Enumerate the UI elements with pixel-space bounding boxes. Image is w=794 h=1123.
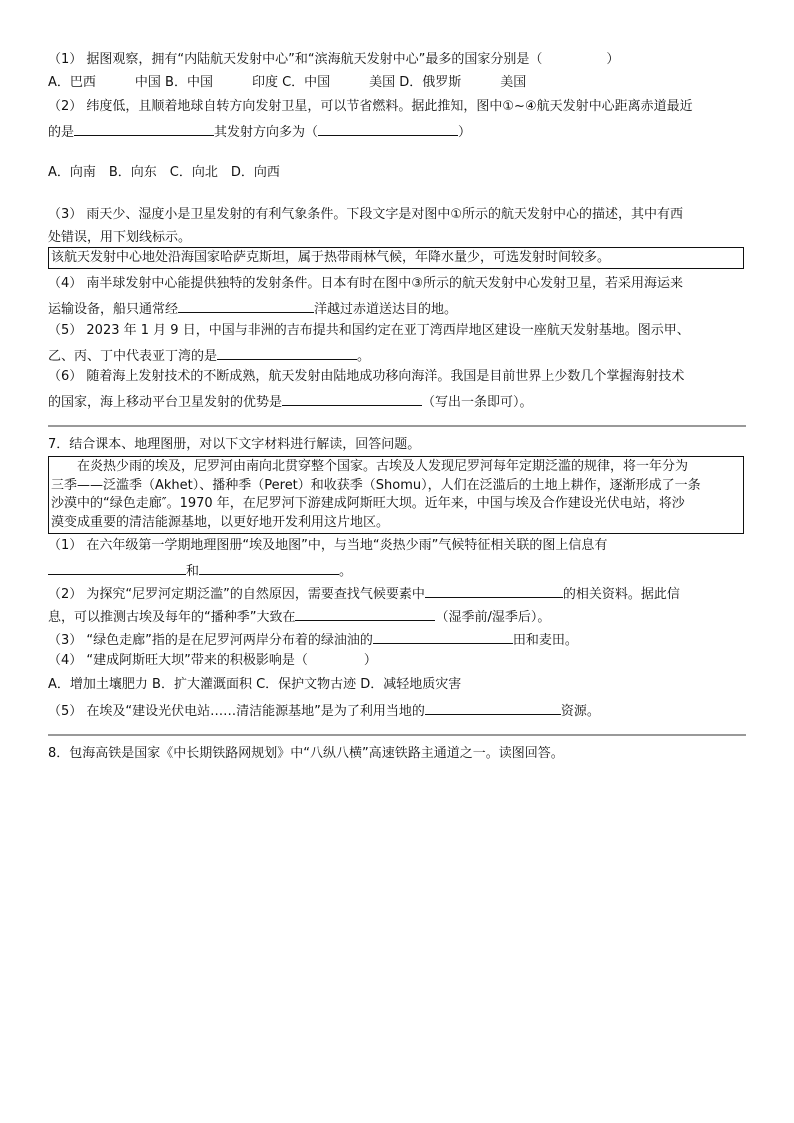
q6-5-line2: 乙、丙、丁中代表亚丁湾的是 。 [48,345,370,366]
q6-6-line1: （6） 随着海上发射技术的不断成熟，航天发射由陆地成功移向海洋。我国是目前世界上少数几个掌握海射技术 [48,369,685,384]
material-line: 漠变成重要的清洁能源基地，以更好地开发利用这片地区。 [51,514,390,530]
answer-blank[interactable] [318,121,458,136]
q6-3-boxed-passage: 该航天发射中心地处沿海国家哈萨克斯坦，属于热带雨林气候，年降水量少，可选发射时间较多。 [48,247,744,269]
material-line: 沙漠中的“绿色走廊″。1970 年，在尼罗河下游建成阿斯旺大坝。近年来，中国与埃及合作建设光伏电站，将沙 [51,496,685,511]
answer-blank[interactable] [282,391,422,406]
q6-2-line2: 的是 其发射方向多为（ ） [48,121,471,142]
q6-1-question: （1） 据图观察，拥有“内陆航天发射中心”和“滨海航天发射中心”最多的国家分别是（ ） [48,52,620,67]
q6-3-line1: （3） 雨天少、湿度小是卫星发射的有利气象条件。下段文字是对图中①所示的航天发射中心的描述，其中有西 [48,207,684,222]
q6-4-line1: （4） 南半球发射中心能提供独特的发射条件。日本有时在图中③所示的航天发射中心发射卫星，若采用海运来 [48,276,684,291]
answer-blank[interactable] [425,700,561,715]
q7-3: （3） “绿色走廊”指的是在尼罗河两岸分布着的绿油油的 田和麦田。 [48,629,578,650]
answer-blank[interactable] [425,583,563,598]
q7-material-box [48,456,744,534]
q7-1-line1: （1） 在六年级第一学期地理图册“埃及地图”中，与当地“炎热少雨”气候特征相关联的图上信息有 [48,538,608,553]
answer-blank[interactable] [217,345,357,360]
answer-blank[interactable] [48,560,186,575]
q8-intro: 8．包海高铁是国家《中长期铁路网规划》中“八纵八横”高速铁路主通道之一。读图回答。 [48,746,564,761]
q7-1-line2: 和 。 [48,560,352,581]
section-divider [48,734,746,736]
answer-blank[interactable] [199,560,339,575]
q7-2-line2: 息，可以推测古埃及每年的“播种季”大致在 （湿季前/湿季后）。 [48,606,550,627]
material-line: 三季——泛滥季（Akhet）、播种季（Peret）和收获季（Shomu），人们在泛滥后的土地上耕作，逐渐形成了一条 [51,477,701,493]
q7-4-question: （4） “建成阿斯旺大坝”带来的积极影响是（ ） [48,653,377,668]
q7-2-line1: （2） 为探究“尼罗河定期泛滥”的自然原因，需要查找气候要素中 的相关资料。据此信 [48,583,680,604]
q6-3-line2: 处错误，用下划线标示。 [48,230,192,245]
q6-2-line1: （2） 纬度低，且顺着地球自转方向发射卫星，可以节省燃料。据此推知，图中①~④航天发射中心距离赤道最近 [48,99,693,114]
q7-4-options: A．增加土壤肥力 B．扩大灌溉面积 C．保护文物古迹 D．减轻地质灾害 [48,677,462,692]
answer-blank[interactable] [373,629,513,644]
q6-4-line2: 运输设备，船只通常经 洋越过赤道送达目的地。 [48,298,457,319]
q6-1-options: A．巴西 中国 B．中国 印度 C．中国 美国 D．俄罗斯 美国 [48,75,527,90]
answer-blank[interactable] [178,298,314,313]
answer-blank[interactable] [74,121,214,136]
q6-5-line1: （5） 2023 年 1 月 9 日，中国与非洲的吉布提共和国约定在亚丁湾西岸地区建设一座航天发射基地。图示甲、 [48,323,690,338]
q7-intro: 7．结合课本、地理图册，对以下文字材料进行解读，回答问题。 [48,437,421,452]
answer-blank[interactable] [295,606,435,621]
q6-6-line2: 的国家，海上移动平台卫星发射的优势是 （写出一条即可）。 [48,391,533,412]
q6-2-options: A．向南 B．向东 C．向北 D．向西 [48,165,280,180]
q7-5: （5） 在埃及“建设光伏电站……清洁能源基地”是为了利用当地的 资源。 [48,700,600,721]
material-line: 在炎热少雨的埃及，尼罗河由南向北贯穿整个国家。古埃及人发现尼罗河每年定期泛滥的规律，将一年分为 [51,459,689,474]
section-divider [48,425,746,427]
